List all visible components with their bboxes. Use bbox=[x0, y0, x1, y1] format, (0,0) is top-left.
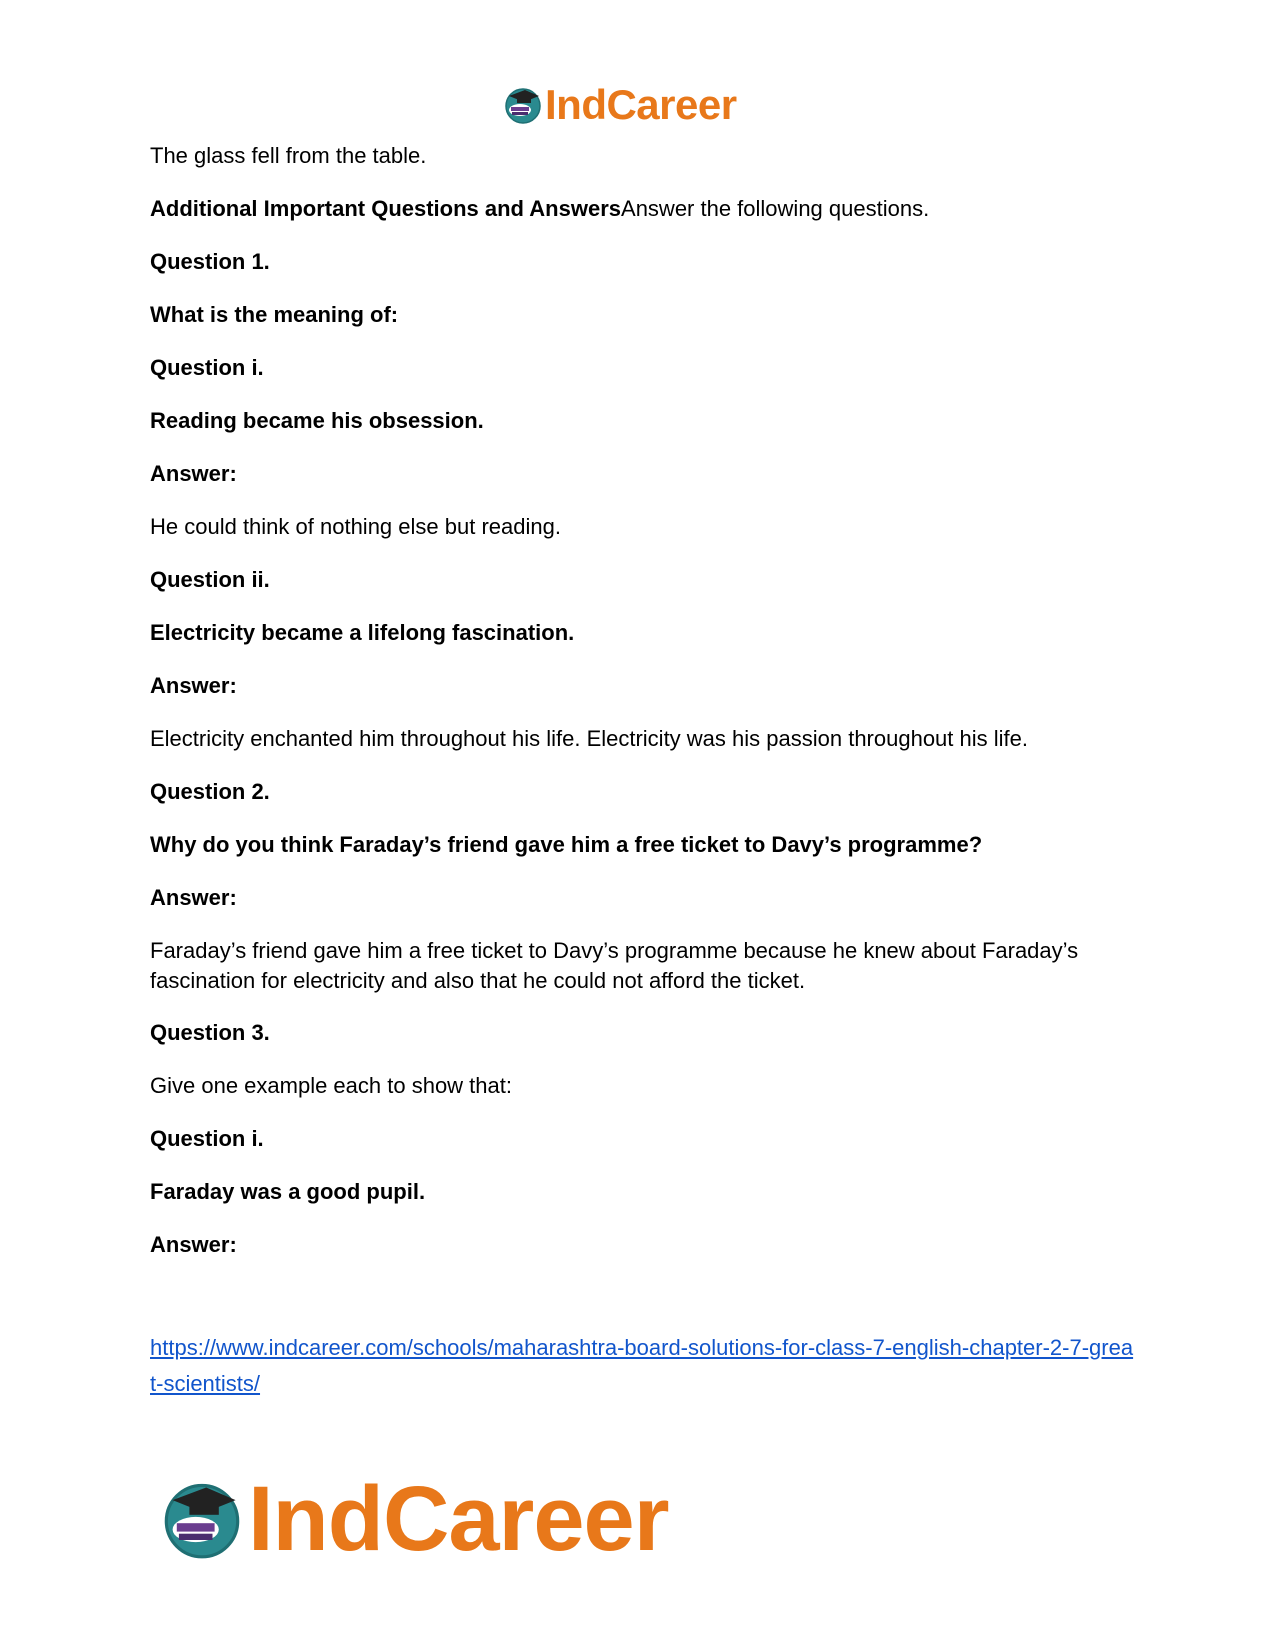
question-1-ii-answer-label: Answer: bbox=[150, 673, 237, 698]
question-3-i-text: Faraday was a good pupil. bbox=[150, 1179, 426, 1204]
brand-name: IndCareer bbox=[545, 81, 737, 128]
brand-name: IndCareer bbox=[248, 1468, 669, 1570]
question-1-i-text: Reading became his obsession. bbox=[150, 408, 484, 433]
question-3-i-label: Question i. bbox=[150, 1126, 264, 1151]
header-logo bbox=[503, 80, 737, 130]
intro-sentence: The glass fell from the table. bbox=[150, 143, 427, 168]
question-2-answer: Faraday’s friend gave him a free ticket to Davy’s programme because he knew about Faraday’s fascination for electricity and also that he could not afford the ticket. bbox=[150, 938, 1079, 993]
question-1-i-label: Question i. bbox=[150, 355, 264, 380]
graduation-cap-globe-icon bbox=[160, 1477, 244, 1561]
question-2-text: Why do you think Faraday’s friend gave him a free ticket to Davy’s programme? bbox=[150, 832, 983, 857]
section-heading: Additional Important Questions and Answers bbox=[150, 196, 622, 221]
question-1-ii-text: Electricity became a lifelong fascination. bbox=[150, 620, 575, 645]
question-1-i-answer-label: Answer: bbox=[150, 461, 237, 486]
section-heading-line bbox=[150, 194, 929, 224]
source-url-link[interactable]: https://www.indcareer.com/schools/maharashtra-board-solutions-for-class-7-english-chapter-2-7-great-scientists/ bbox=[150, 1335, 1134, 1396]
question-1-prompt: What is the meaning of: bbox=[150, 302, 399, 327]
question-3-prompt: Give one example each to show that: bbox=[150, 1073, 512, 1098]
graduation-cap-globe-icon bbox=[503, 85, 543, 125]
question-1-i-answer: He could think of nothing else but reading. bbox=[150, 514, 561, 539]
question-1-ii-answer: Electricity enchanted him throughout his life. Electricity was his passion throughout his life. bbox=[150, 726, 1028, 751]
question-3-label: Question 3. bbox=[150, 1020, 270, 1045]
section-instruction: Answer the following questions. bbox=[621, 196, 930, 221]
question-2-answer-label: Answer: bbox=[150, 885, 237, 910]
question-1-label: Question 1. bbox=[150, 249, 270, 274]
question-3-i-answer-label: Answer: bbox=[150, 1232, 237, 1257]
question-2-label: Question 2. bbox=[150, 779, 270, 804]
footer-logo bbox=[160, 1467, 669, 1571]
question-1-ii-label: Question ii. bbox=[150, 567, 270, 592]
